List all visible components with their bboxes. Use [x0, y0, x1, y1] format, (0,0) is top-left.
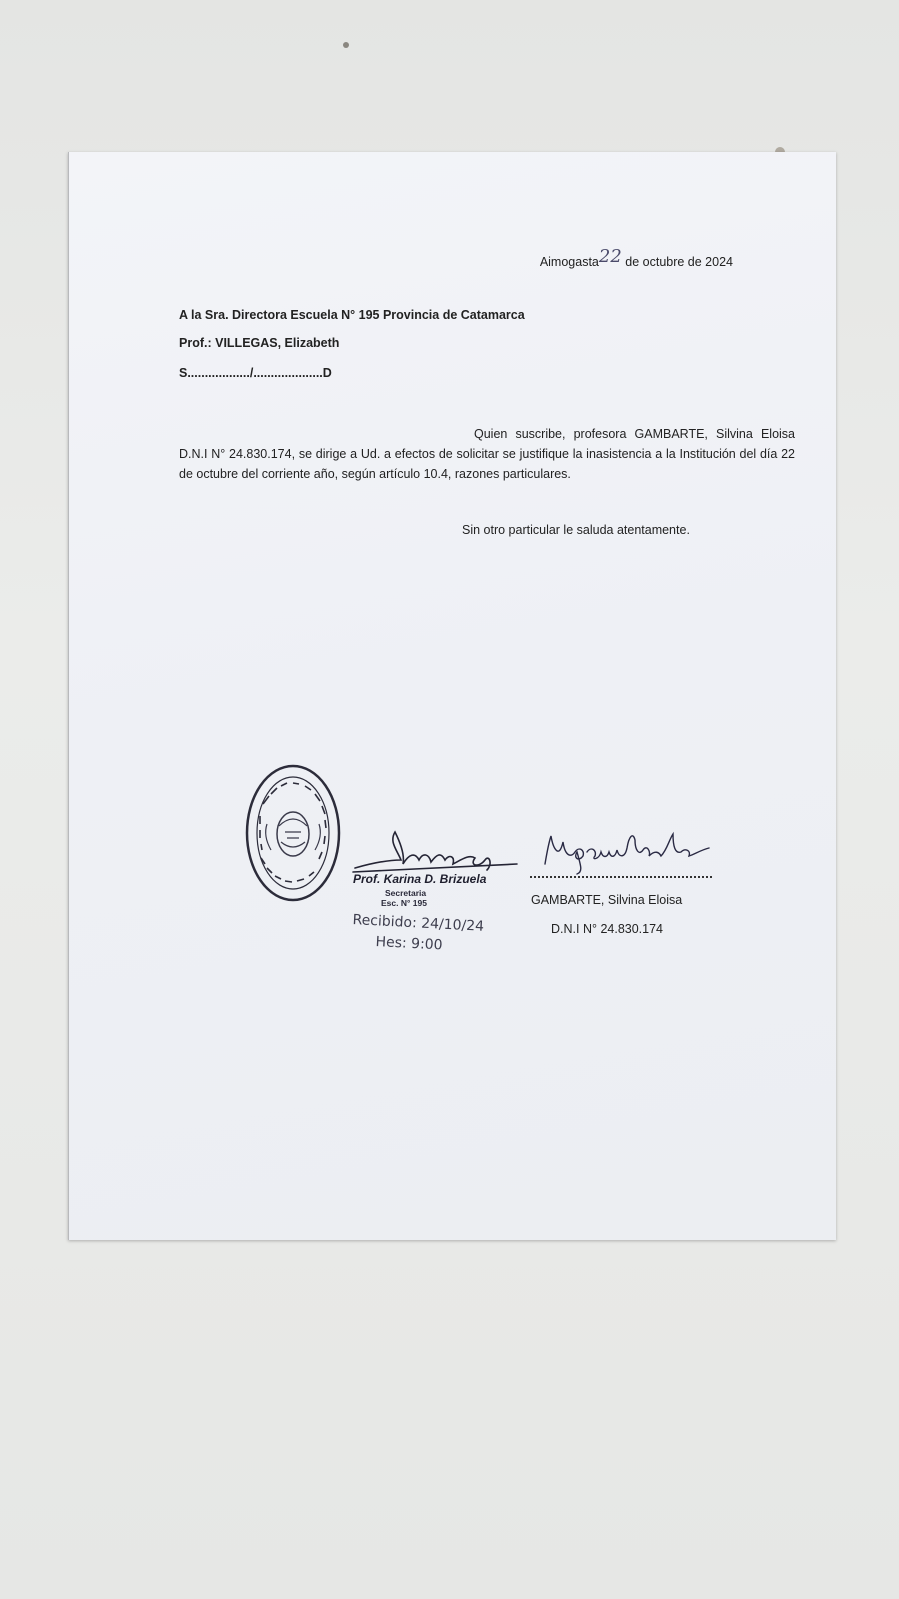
- date-rest: de octubre de 2024: [625, 255, 733, 269]
- signer-signature: [539, 822, 719, 878]
- letter-closing: Sin otro particular le saluda atentamente.: [462, 523, 690, 537]
- secretary-name: Prof. Karina D. Brizuela: [353, 872, 487, 886]
- received-note: Recibido: 24/10/24: [352, 912, 485, 935]
- signer-dni: D.N.I N° 24.830.174: [551, 922, 664, 936]
- sd-line: S................../....................D: [179, 366, 332, 380]
- date-place: Aimogasta: [539, 255, 599, 269]
- letter-body: Quien suscribe, profesora GAMBARTE, Silvina Eloisa D.N.I N° 24.830.174, se dirige a Ud. a efectos de solicitar se justifique la inasistencia a la Institución del día 22 de octubre del corriente año, según artículo 10.4, razones particulares.: [179, 427, 795, 481]
- signer-name: GAMBARTE, Silvina Eloisa: [531, 893, 683, 907]
- date-day-handwritten: 22: [598, 246, 622, 267]
- school-seal-stamp: [245, 764, 341, 902]
- secretary-school: Esc. N° 195: [381, 898, 427, 908]
- wall-spot: [343, 42, 349, 48]
- letter-date: [539, 246, 733, 271]
- prof-line: Prof.: VILLEGAS, Elizabeth: [179, 336, 340, 350]
- addressee-line: A la Sra. Directora Escuela N° 195 Provincia de Catamarca: [179, 308, 525, 322]
- secretary-role: Secretaria: [385, 888, 427, 898]
- letter-sheet: [68, 152, 836, 1240]
- signature-line: [530, 876, 712, 878]
- received-time: Hes: 9:00: [375, 934, 443, 954]
